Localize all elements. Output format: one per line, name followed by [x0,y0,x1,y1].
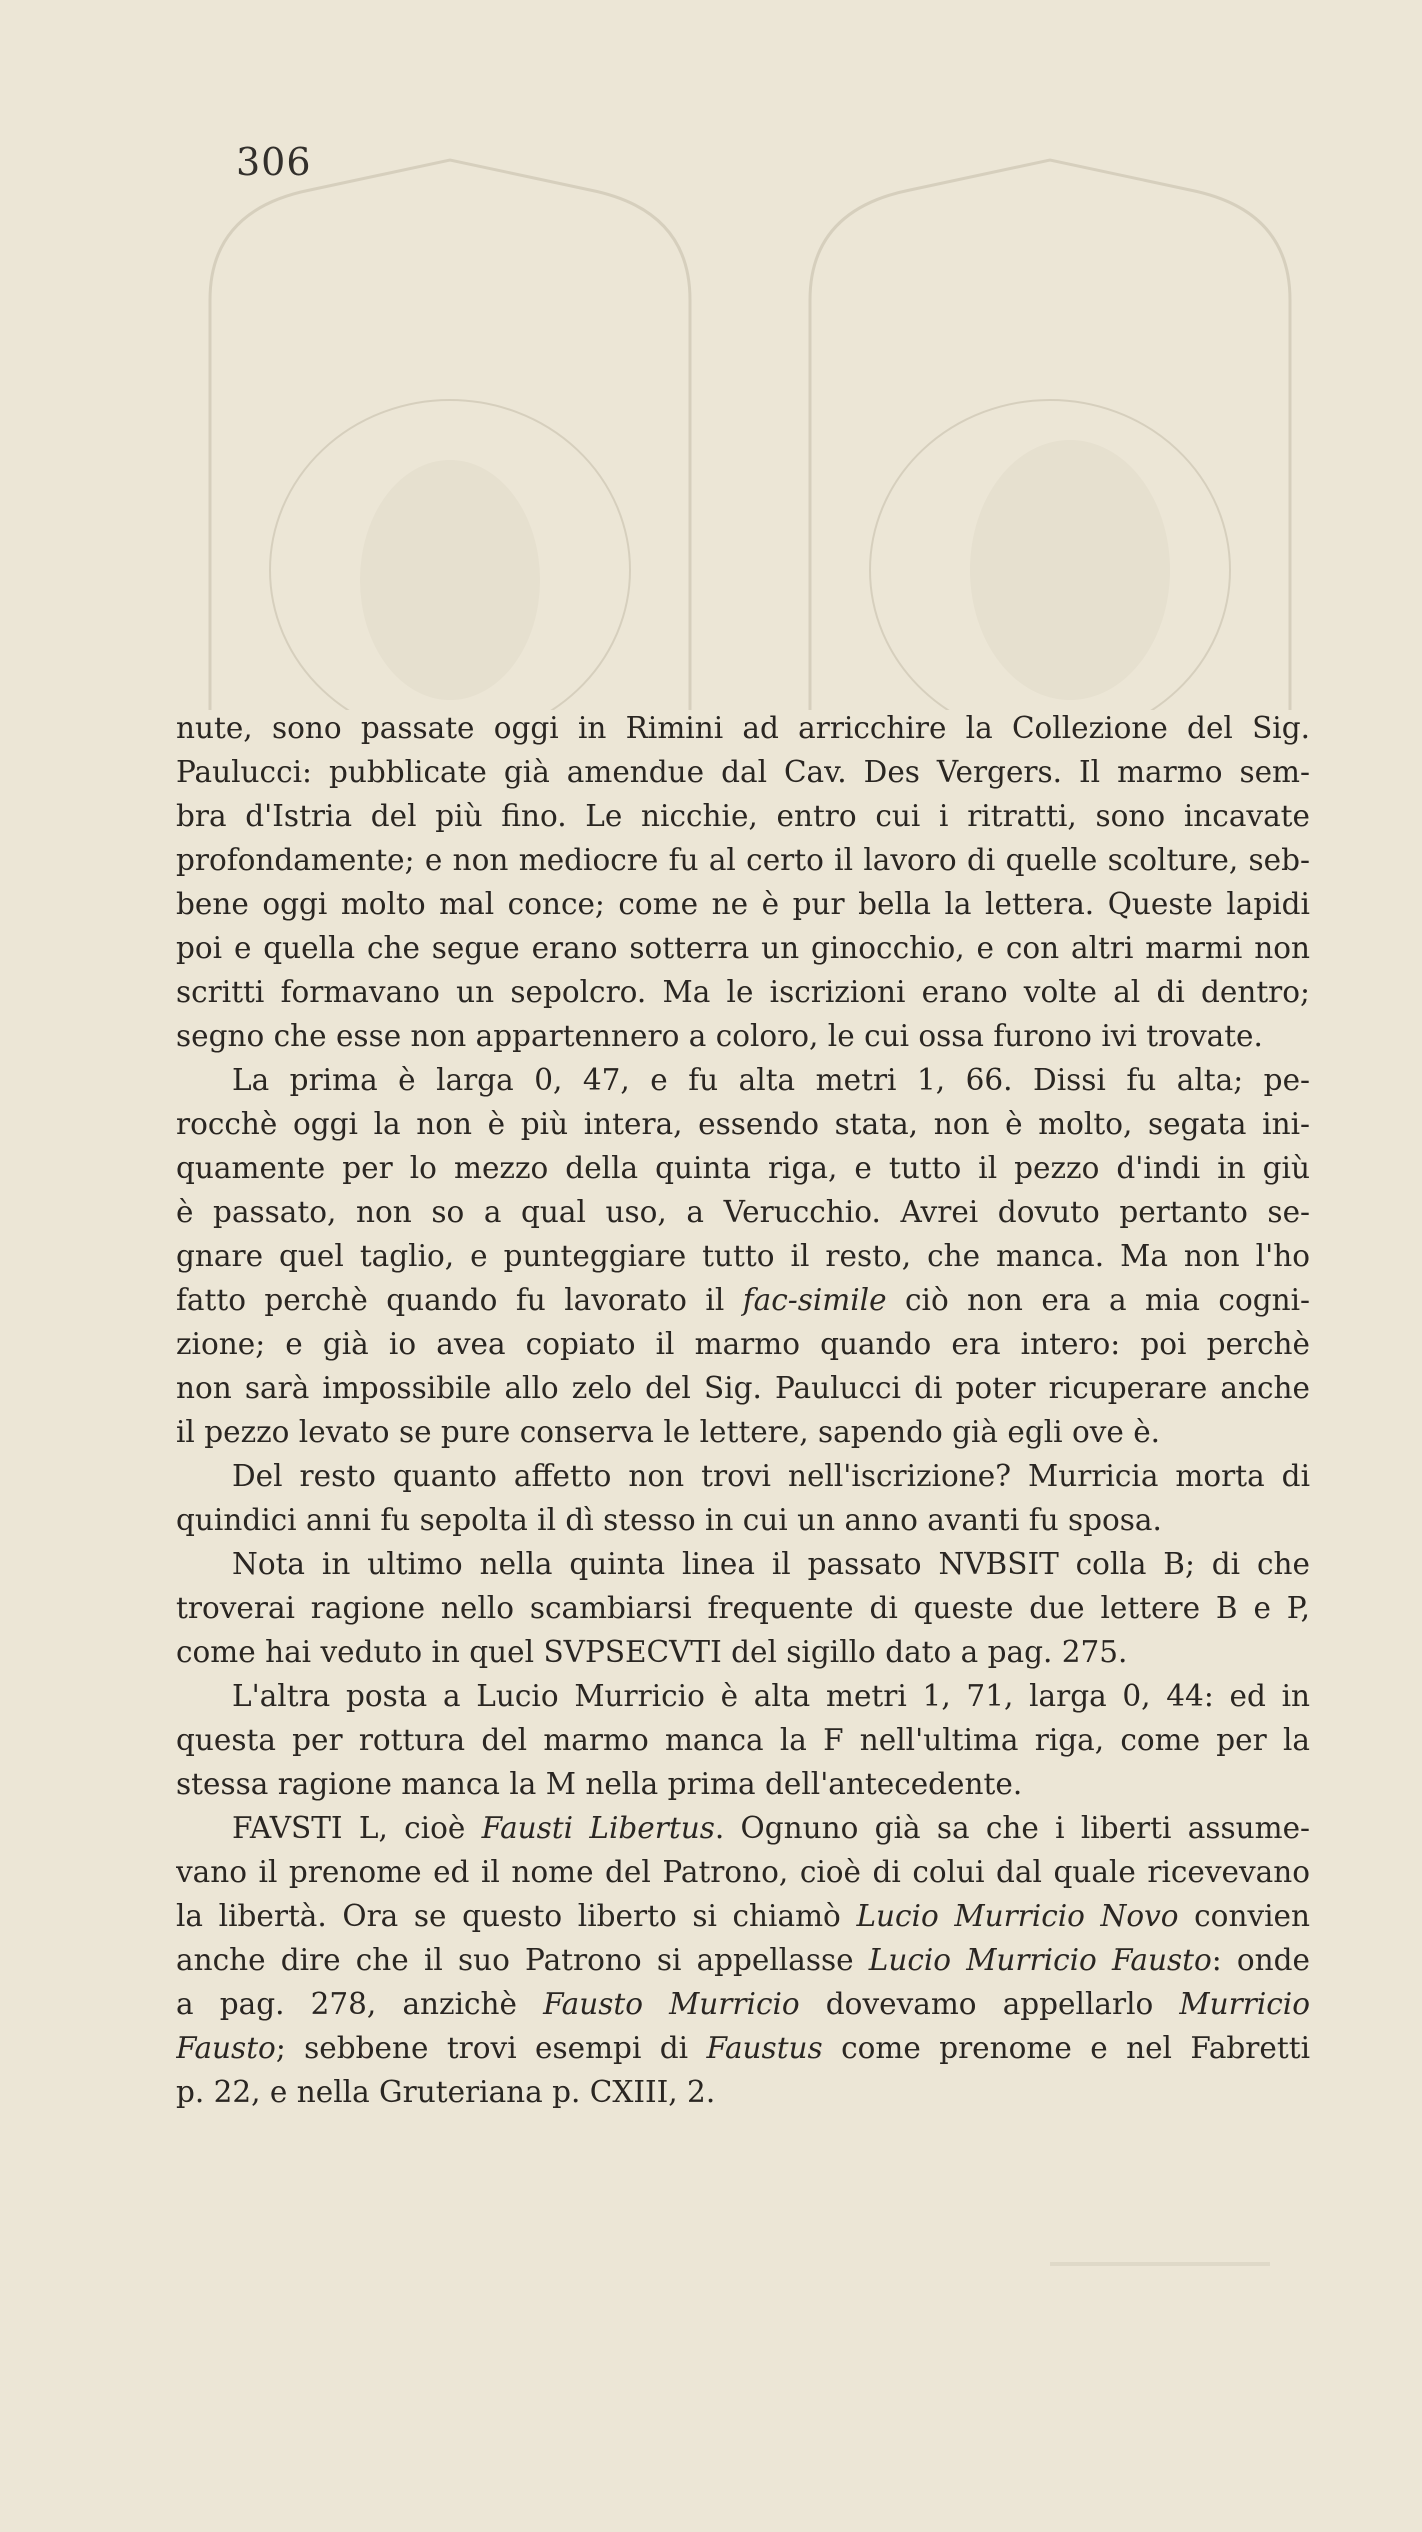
text-line: L'altra posta a Lucio Murricio è alta metri 1, 71, larga 0, 44: ed in [232,1679,1310,1713]
paragraph-6 [176,1806,1310,2114]
text-line: è passato, non so a qual uso, a Verucchio. Avrei dovuto pertanto se- [176,1195,1310,1229]
text-line: stessa ragione manca la M nella prima dell'antecedente. [176,1767,1023,1801]
text-line: FAVSTI L, cioè Fausti Libertus. Ognuno già sa che i liberti assume- [232,1811,1310,1845]
paragraph-1 [176,706,1310,1058]
text-line: troverai ragione nello scambiarsi frequente di queste due lettere B e P, [176,1591,1310,1625]
italic-term: Fausti Libertus [481,1811,715,1845]
italic-term: fac-simile [742,1283,887,1317]
text-line: vano il prenome ed il nome del Patrono, cioè di colui dal quale ricevevano [176,1855,1310,1889]
text-line: zione; e già io avea copiato il marmo quando era intero: poi perchè [176,1327,1310,1361]
text-line: gnare quel taglio, e punteggiare tutto il resto, che manca. Ma non l'ho [176,1239,1310,1273]
body-text [176,706,1310,2114]
text-line: La prima è larga 0, 47, e fu alta metri 1, 66. Dissi fu alta; pe- [232,1063,1310,1097]
text-line: quamente per lo mezzo della quinta riga, e tutto il pezzo d'indi in giù [176,1151,1310,1185]
text-line: a pag. 278, anzichè Fausto Murricio dovevamo appellarlo Murricio [176,1987,1310,2021]
text-line: bra d'Istria del più fino. Le nicchie, entro cui i ritratti, sono incavate [176,799,1310,833]
text-line: fatto perchè quando fu lavorato il fac-simile ciò non era a mia cogni- [176,1283,1310,1317]
paragraph-3 [176,1454,1310,1542]
text-line: Nota in ultimo nella quinta linea il passato NVBSIT colla B; di che [232,1547,1310,1581]
text-line: scritti formavano un sepolcro. Ma le iscrizioni erano volte al di dentro; [176,975,1310,1009]
text-line: Del resto quanto affetto non trovi nell'iscrizione? Murricia morta di [232,1459,1310,1493]
text-line: quindici anni fu sepolta il dì stesso in cui un anno avanti fu sposa. [176,1503,1162,1537]
italic-term: Fausto Murricio [543,1987,800,2021]
paragraph-5 [176,1674,1310,1806]
bleed-through-engraving [150,150,1370,710]
italic-term: Faustus [706,2031,823,2065]
text-line: rocchè oggi la non è più intera, essendo stata, non è molto, segata ini- [176,1107,1310,1141]
italic-term: Fausto [176,2031,276,2065]
italic-term: Lucio Murricio Fausto [868,1943,1212,1977]
text-line: poi e quella che segue erano sotterra un ginocchio, e con altri marmi non [176,931,1310,965]
text-line: questa per rottura del marmo manca la F nell'ultima riga, come per la [176,1723,1310,1757]
text-line: p. 22, e nella Gruteriana p. CXIII, 2. [176,2075,716,2109]
paragraph-2 [176,1058,1310,1454]
text-line: segno che esse non appartennero a coloro, le cui ossa furono ivi trovate. [176,1019,1263,1053]
bleed-through-marks [1050,2250,1270,2280]
text-line: profondamente; e non mediocre fu al certo il lavoro di quelle scolture, seb- [176,843,1310,877]
text-line: la libertà. Ora se questo liberto si chiamò Lucio Murricio Novo convien [176,1899,1310,1933]
text-line: bene oggi molto mal conce; come ne è pur bella la lettera. Queste lapidi [176,887,1310,921]
page-number: 306 [236,140,312,184]
text-line: anche dire che il suo Patrono si appellasse Lucio Murricio Fausto: onde [176,1943,1310,1977]
text-line: Paulucci: pubblicate già amendue dal Cav. Des Vergers. Il marmo sem- [176,755,1310,789]
text-line: non sarà impossibile allo zelo del Sig. Paulucci di poter ricuperare anche [176,1371,1310,1405]
paragraph-4 [176,1542,1310,1674]
text-line: il pezzo levato se pure conserva le lettere, sapendo già egli ove è. [176,1415,1161,1449]
italic-term: Murricio [1179,1987,1310,2021]
text-line: come hai veduto in quel SVPSECVTI del sigillo dato a pag. 275. [176,1635,1128,1669]
text-line: Fausto; sebbene trovi esempi di Faustus come prenome e nel Fabretti [176,2031,1310,2065]
text-line: nute, sono passate oggi in Rimini ad arricchire la Collezione del Sig. [176,711,1310,745]
italic-term: Lucio Murricio Novo [856,1899,1179,1933]
